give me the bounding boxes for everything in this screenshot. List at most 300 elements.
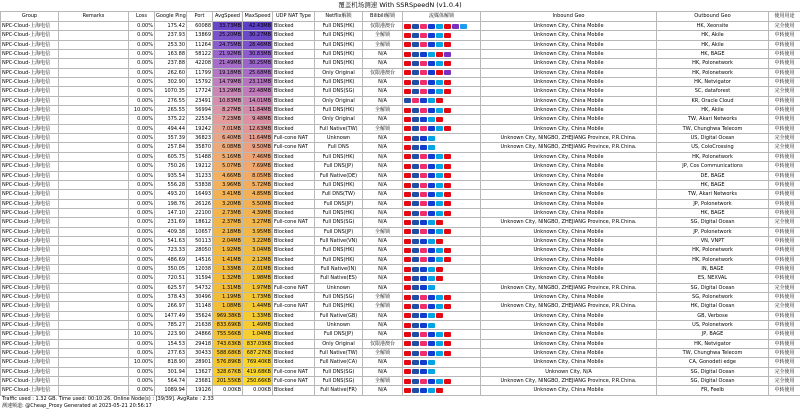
streaming-service-icon (412, 33, 419, 38)
streaming-service-icon (412, 211, 419, 216)
streaming-service-icon (404, 52, 411, 57)
cell-google-ping: 175.42 (155, 22, 187, 31)
cell-google-ping: 357.39 (155, 134, 187, 143)
cell-loss: 0.00% (129, 311, 155, 320)
streaming-service-icon (428, 33, 435, 38)
streaming-service-icon (420, 388, 427, 393)
cell-inbound-geo: Unknown City, China Mobile (481, 264, 657, 273)
cell-group: NPC-Cloud-上海电信 (1, 40, 59, 49)
col-header-netflix: Netflix解锁 (315, 12, 363, 22)
cell-usage: 中转使用 (769, 115, 800, 124)
cell-netflix: Full DNS(HK) (315, 50, 363, 59)
streaming-service-icon (444, 33, 451, 38)
cell-inbound-geo: Unknown City, China Mobile (481, 208, 657, 217)
cell-inbound-geo: Unknown City, China Mobile (481, 236, 657, 245)
cell-port: 10657 (187, 227, 213, 236)
cell-group: NPC-Cloud-上海电信 (1, 358, 59, 367)
streaming-service-icon (420, 379, 427, 384)
streaming-service-icon (404, 351, 411, 356)
streaming-service-icon (404, 89, 411, 94)
streaming-service-icon (412, 89, 419, 94)
cell-port: 35870 (187, 143, 213, 152)
cell-outbound-geo: JP, Polonetwork (657, 199, 769, 208)
cell-remarks (59, 367, 129, 376)
cell-avg-speed: 2.18MB (213, 227, 243, 236)
cell-netflix: Full DNS(HK) (315, 246, 363, 255)
cell-max-speed: 9.50MB (243, 143, 273, 152)
table-row (1, 96, 800, 105)
cell-avg-speed: 7.23MB (213, 115, 243, 124)
cell-max-speed: 419.68KB (243, 367, 273, 376)
cell-remarks (59, 124, 129, 133)
cell-usage: 中转使用 (769, 255, 800, 264)
cell-udp-nat: Blocked (273, 31, 315, 40)
cell-netflix: Unknown (315, 321, 363, 330)
streaming-service-icon (404, 313, 411, 318)
cell-remarks (59, 115, 129, 124)
cell-bilibili: N/A (363, 143, 403, 152)
cell-loss: 0.00% (129, 59, 155, 68)
cell-bilibili: N/A (363, 321, 403, 330)
cell-bilibili: N/A (363, 283, 403, 292)
cell-avg-speed: 21.92MB (213, 50, 243, 59)
cell-port: 11799 (187, 68, 213, 77)
cell-outbound-geo: VN, VNPT (657, 236, 769, 245)
cell-streaming (403, 22, 481, 31)
col-header-avg-speed: AvgSpeed (213, 12, 243, 22)
cell-avg-speed: 2.37MB (213, 218, 243, 227)
streaming-service-icon (412, 136, 419, 141)
table-row (1, 367, 800, 376)
streaming-service-icon (428, 24, 435, 29)
streaming-service-icon (420, 257, 427, 262)
streaming-service-icon (444, 341, 451, 346)
streaming-service-icon (428, 126, 435, 131)
cell-remarks (59, 283, 129, 292)
cell-usage: 完全使用 (769, 218, 800, 227)
streaming-service-icon (428, 108, 435, 113)
cell-remarks (59, 22, 129, 31)
cell-udp-nat: Blocked (273, 255, 315, 264)
cell-group: NPC-Cloud-上海电信 (1, 171, 59, 180)
cell-usage: 中转使用 (769, 330, 800, 339)
cell-netflix: Full DNS(SG) (315, 367, 363, 376)
cell-avg-speed: 19.18MB (213, 68, 243, 77)
streaming-service-icon (412, 98, 419, 103)
streaming-service-icon (412, 304, 419, 309)
streaming-icons (404, 80, 479, 85)
cell-google-ping: 556.28 (155, 180, 187, 189)
cell-bilibili: N/A (363, 255, 403, 264)
cell-google-ping: 723.33 (155, 246, 187, 255)
cell-streaming (403, 190, 481, 199)
cell-loss: 0.00% (129, 87, 155, 96)
table-row (1, 358, 800, 367)
cell-streaming (403, 330, 481, 339)
streaming-icons (404, 201, 479, 206)
table-row (1, 143, 800, 152)
cell-group: NPC-Cloud-上海电信 (1, 199, 59, 208)
cell-outbound-geo: JP, Polonetwork (657, 227, 769, 236)
streaming-service-icon (444, 173, 451, 178)
streaming-icons (404, 267, 479, 272)
cell-loss: 0.00% (129, 143, 155, 152)
streaming-service-icon (404, 70, 411, 75)
cell-udp-nat: Blocked (273, 180, 315, 189)
cell-port: 58122 (187, 50, 213, 59)
cell-inbound-geo: Unknown City, China Mobile (481, 358, 657, 367)
cell-streaming (403, 143, 481, 152)
cell-google-ping: 378.43 (155, 292, 187, 301)
cell-bilibili: 全解锁 (363, 40, 403, 49)
cell-udp-nat: Blocked (273, 274, 315, 283)
streaming-service-icon (444, 42, 451, 47)
table-row (1, 302, 800, 311)
cell-streaming (403, 50, 481, 59)
streaming-service-icon (420, 351, 427, 356)
cell-loss: 0.00% (129, 96, 155, 105)
cell-udp-nat: Full-cone NAT (273, 283, 315, 292)
streaming-service-icon (420, 164, 427, 169)
cell-group: NPC-Cloud-上海电信 (1, 78, 59, 87)
streaming-service-icon (412, 257, 419, 262)
cell-udp-nat: Full-cone NAT (273, 367, 315, 376)
streaming-service-icon (412, 126, 419, 131)
streaming-service-icon (428, 70, 435, 75)
streaming-icons (404, 360, 479, 365)
cell-inbound-geo: Unknown City, China Mobile (481, 349, 657, 358)
table-row (1, 68, 800, 77)
cell-google-ping: 302.90 (155, 78, 187, 87)
cell-group: NPC-Cloud-上海电信 (1, 190, 59, 199)
cell-inbound-geo: Unknown City, NINGBO, ZHEJIANG Province, P.R.China. (481, 377, 657, 386)
cell-max-speed: 4.85MB (243, 190, 273, 199)
streaming-service-icon (436, 248, 443, 253)
streaming-service-icon (444, 295, 451, 300)
streaming-service-icon (404, 80, 411, 85)
streaming-service-icon (428, 192, 435, 197)
streaming-service-icon (420, 276, 427, 281)
cell-netflix: Full Native(FR) (315, 386, 363, 395)
cell-outbound-geo: TW, Chunghwa Telecom (657, 349, 769, 358)
streaming-service-icon (420, 108, 427, 113)
cell-group: NPC-Cloud-上海电信 (1, 264, 59, 273)
cell-avg-speed: 4.66MB (213, 171, 243, 180)
streaming-service-icon (428, 351, 435, 356)
streaming-service-icon (436, 220, 443, 225)
cell-port: 50113 (187, 236, 213, 245)
streaming-service-icon (404, 295, 411, 300)
cell-remarks (59, 227, 129, 236)
streaming-service-icon (444, 229, 451, 234)
streaming-service-icon (420, 360, 427, 365)
cell-inbound-geo: Unknown City, China Mobile (481, 124, 657, 133)
cell-remarks (59, 377, 129, 386)
cell-streaming (403, 349, 481, 358)
cell-outbound-geo: US, ColoCrossing (657, 143, 769, 152)
cell-udp-nat: Blocked (273, 227, 315, 236)
streaming-icons (404, 117, 479, 122)
cell-bilibili: N/A (363, 171, 403, 180)
cell-avg-speed: 1.92MB (213, 246, 243, 255)
cell-remarks (59, 96, 129, 105)
cell-netflix: Full DNS(HK) (315, 59, 363, 68)
streaming-service-icon (420, 89, 427, 94)
cell-streaming (403, 96, 481, 105)
cell-avg-speed: 5.16MB (213, 152, 243, 161)
cell-usage: 中转使用 (769, 59, 800, 68)
cell-usage: 中转使用 (769, 246, 800, 255)
streaming-icons (404, 388, 479, 393)
cell-outbound-geo: HK, Netvigator (657, 78, 769, 87)
cell-outbound-geo: SG, Digital Ocean (657, 377, 769, 386)
streaming-service-icon (444, 201, 451, 206)
cell-outbound-geo: SC, dataforest (657, 87, 769, 96)
cell-loss: 0.00% (129, 78, 155, 87)
cell-avg-speed: 3.96MB (213, 180, 243, 189)
streaming-service-icon (444, 126, 451, 131)
streaming-service-icon (420, 229, 427, 234)
streaming-icons (404, 61, 479, 66)
cell-max-speed: 769.40KB (243, 358, 273, 367)
cell-streaming (403, 274, 481, 283)
cell-inbound-geo: Unknown City, China Mobile (481, 31, 657, 40)
cell-inbound-geo: Unknown City, China Mobile (481, 321, 657, 330)
cell-loss: 0.00% (129, 199, 155, 208)
cell-outbound-geo: HK, Xeonsite (657, 22, 769, 31)
cell-usage: 完全使用 (769, 134, 800, 143)
streaming-service-icon (428, 313, 435, 318)
streaming-service-icon (404, 33, 411, 38)
streaming-service-icon (420, 369, 427, 374)
streaming-service-icon (404, 248, 411, 253)
cell-remarks (59, 255, 129, 264)
table-row (1, 274, 800, 283)
streaming-service-icon (420, 117, 427, 122)
cell-avg-speed: 1.31MB (213, 283, 243, 292)
streaming-service-icon (436, 52, 443, 57)
streaming-service-icon (404, 332, 411, 337)
streaming-service-icon (404, 173, 411, 178)
streaming-service-icon (428, 267, 435, 272)
cell-port: 29418 (187, 339, 213, 348)
cell-bilibili: N/A (363, 87, 403, 96)
streaming-service-icon (412, 52, 419, 57)
cell-google-ping: 605.75 (155, 152, 187, 161)
cell-bilibili: 全解锁 (363, 227, 403, 236)
cell-usage: 中转使用 (769, 50, 800, 59)
cell-avg-speed: 2.73MB (213, 208, 243, 217)
cell-bilibili: 全解锁 (363, 302, 403, 311)
streaming-service-icon (412, 201, 419, 206)
cell-avg-speed: 8.27MB (213, 106, 243, 115)
cell-port: 35624 (187, 311, 213, 320)
cell-port: 28901 (187, 358, 213, 367)
cell-bilibili: N/A (363, 115, 403, 124)
cell-google-ping: 276.55 (155, 96, 187, 105)
cell-loss: 10.00% (129, 358, 155, 367)
streaming-service-icon (412, 24, 419, 29)
cell-udp-nat: Blocked (273, 59, 315, 68)
cell-port: 30433 (187, 349, 213, 358)
streaming-service-icon (444, 183, 451, 188)
cell-avg-speed: 6.08MB (213, 143, 243, 152)
table-header-row (1, 12, 800, 22)
cell-inbound-geo: Unknown City, NINGBO, ZHEJIANG Province, P.R.China. (481, 218, 657, 227)
cell-inbound-geo: Unknown City, China Mobile (481, 115, 657, 124)
cell-usage: 中转使用 (769, 311, 800, 320)
streaming-service-icon (420, 52, 427, 57)
streaming-service-icon (420, 304, 427, 309)
cell-inbound-geo: Unknown City, China Mobile (481, 50, 657, 59)
cell-inbound-geo: Unknown City, China Mobile (481, 190, 657, 199)
streaming-service-icon (404, 267, 411, 272)
cell-bilibili: N/A (363, 246, 403, 255)
streaming-icons (404, 192, 479, 197)
cell-netflix: Full Native(ES) (315, 274, 363, 283)
cell-google-ping: 785.27 (155, 321, 187, 330)
table-row (1, 22, 800, 31)
cell-usage: 中转使用 (769, 349, 800, 358)
cell-google-ping: 935.54 (155, 171, 187, 180)
streaming-service-icon (420, 42, 427, 47)
table-row (1, 264, 800, 273)
cell-streaming (403, 171, 481, 180)
cell-streaming (403, 292, 481, 301)
cell-usage: 中转使用 (769, 96, 800, 105)
col-header-port: Port (187, 12, 213, 22)
cell-netflix: Full DNS(JP) (315, 162, 363, 171)
cell-netflix: Full DNS(JP) (315, 330, 363, 339)
streaming-service-icon (436, 183, 443, 188)
cell-loss: 10.00% (129, 330, 155, 339)
cell-remarks (59, 190, 129, 199)
cell-inbound-geo: Unknown City, China Mobile (481, 311, 657, 320)
streaming-service-icon (412, 351, 419, 356)
cell-loss: 0.00% (129, 302, 155, 311)
cell-netflix: Full DNS(TW) (315, 190, 363, 199)
cell-udp-nat: Blocked (273, 96, 315, 105)
cell-bilibili: 仅限港澳台 (363, 68, 403, 77)
streaming-service-icon (428, 341, 435, 346)
streaming-service-icon (420, 341, 427, 346)
cell-bilibili: N/A (363, 311, 403, 320)
cell-bilibili: N/A (363, 274, 403, 283)
streaming-service-icon (412, 388, 419, 393)
col-header-group: Group (1, 12, 59, 22)
table-row (1, 227, 800, 236)
cell-streaming (403, 152, 481, 161)
cell-avg-speed: 576.89KB (213, 358, 243, 367)
cell-usage: 中转使用 (769, 386, 800, 395)
cell-inbound-geo: Unknown City, China Mobile (481, 292, 657, 301)
streaming-service-icon (420, 136, 427, 141)
streaming-service-icon (436, 108, 443, 113)
streaming-service-icon (444, 304, 451, 309)
streaming-service-icon (460, 24, 467, 29)
cell-netflix: Full Native(VN) (315, 236, 363, 245)
cell-outbound-geo: JP, BAGE (657, 330, 769, 339)
cell-streaming (403, 31, 481, 40)
cell-remarks (59, 50, 129, 59)
table-row (1, 190, 800, 199)
streaming-service-icon (420, 313, 427, 318)
cell-group: NPC-Cloud-上海电信 (1, 321, 59, 330)
streaming-service-icon (420, 192, 427, 197)
cell-udp-nat: Blocked (273, 246, 315, 255)
streaming-service-icon (412, 369, 419, 374)
streaming-service-icon (420, 267, 427, 272)
streaming-service-icon (412, 285, 419, 290)
cell-streaming (403, 124, 481, 133)
cell-netflix: Only Original (315, 68, 363, 77)
cell-google-ping: 237.88 (155, 59, 187, 68)
cell-loss: 0.00% (129, 367, 155, 376)
cell-max-speed: 3.95MB (243, 227, 273, 236)
streaming-service-icon (436, 257, 443, 262)
streaming-service-icon (428, 154, 435, 159)
streaming-service-icon (412, 229, 419, 234)
streaming-service-icon (404, 369, 411, 374)
streaming-service-icon (436, 379, 443, 384)
cell-udp-nat: Blocked (273, 106, 315, 115)
cell-remarks (59, 31, 129, 40)
cell-inbound-geo: Unknown City, China Mobile (481, 162, 657, 171)
table-row (1, 321, 800, 330)
cell-inbound-geo: Unknown City, China Mobile (481, 199, 657, 208)
cell-streaming (403, 367, 481, 376)
cell-streaming (403, 78, 481, 87)
streaming-service-icon (420, 295, 427, 300)
cell-max-speed: 2.12MB (243, 255, 273, 264)
col-header-bilibili: Bilibili解锁 (363, 12, 403, 22)
cell-usage: 完全使用 (769, 87, 800, 96)
streaming-service-icon (420, 61, 427, 66)
cell-bilibili: 全解锁 (363, 31, 403, 40)
cell-avg-speed: 328.67KB (213, 367, 243, 376)
cell-group: NPC-Cloud-上海电信 (1, 50, 59, 59)
streaming-service-icon (412, 313, 419, 318)
streaming-service-icon (436, 351, 443, 356)
cell-netflix: Full Native(GB) (315, 311, 363, 320)
cell-bilibili: 全解锁 (363, 106, 403, 115)
cell-netflix: Only Original (315, 115, 363, 124)
cell-outbound-geo: JP, Cos Communications (657, 162, 769, 171)
streaming-service-icon (428, 117, 435, 122)
cell-outbound-geo: SG, Polonetwork (657, 292, 769, 301)
cell-bilibili: N/A (363, 358, 403, 367)
cell-outbound-geo: TW, Chunghwa Telecom (657, 124, 769, 133)
cell-usage: 完全使用 (769, 143, 800, 152)
cell-usage: 中转使用 (769, 78, 800, 87)
table-row (1, 236, 800, 245)
table-row (1, 255, 800, 264)
cell-udp-nat: Blocked (273, 264, 315, 273)
table-body (1, 22, 800, 396)
cell-loss: 0.00% (129, 349, 155, 358)
cell-udp-nat: Blocked (273, 199, 315, 208)
streaming-service-icon (444, 61, 451, 66)
streaming-service-icon (412, 192, 419, 197)
cell-bilibili: N/A (363, 50, 403, 59)
cell-avg-speed: 5.07MB (213, 162, 243, 171)
streaming-service-icon (404, 108, 411, 113)
streaming-service-icon (436, 42, 443, 47)
cell-google-ping: 257.84 (155, 143, 187, 152)
cell-google-ping: 493.20 (155, 190, 187, 199)
cell-outbound-geo: HK, Polonetwork (657, 152, 769, 161)
streaming-service-icon (428, 239, 435, 244)
